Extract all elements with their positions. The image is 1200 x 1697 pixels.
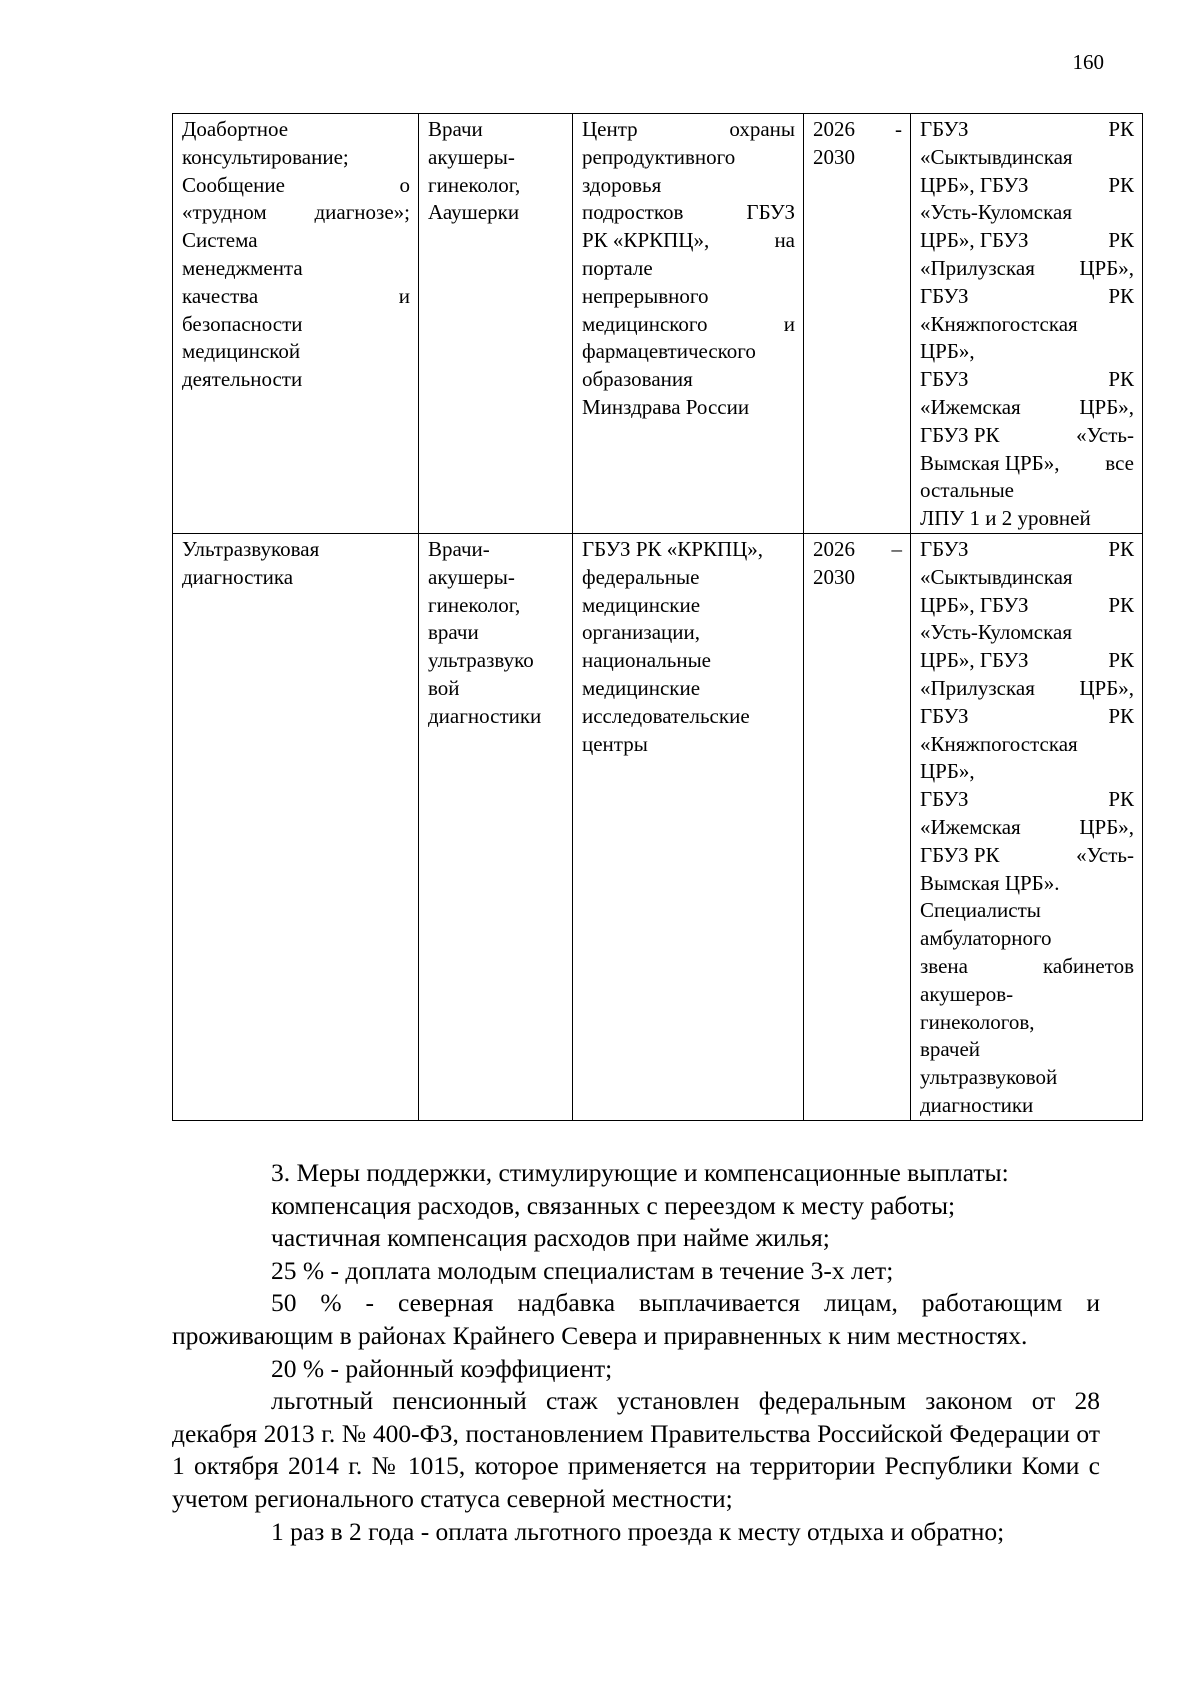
- participants-cell: [419, 533, 573, 1120]
- cell-line: ГБУЗ РК: [920, 367, 1134, 392]
- cell-line: Врачи-: [428, 536, 490, 561]
- cell-line: безопасности: [182, 311, 303, 336]
- cell-line: гинеколог,: [428, 172, 521, 197]
- cell-line: «Усть-Куломская: [920, 200, 1072, 225]
- cell-line: деятельности: [182, 367, 303, 392]
- cell-line: менеджмента: [182, 255, 303, 280]
- cell-line: 2030: [813, 144, 855, 169]
- cell-line: «Прилузская ЦРБ»,: [920, 675, 1134, 700]
- topic-cell: [173, 114, 419, 534]
- cell-line: фармацевтического: [582, 339, 756, 364]
- table-row: [173, 114, 1143, 534]
- cell-line: здоровья: [582, 172, 662, 197]
- period-cell: [804, 533, 911, 1120]
- cell-line: «Сыктывдинская: [920, 144, 1073, 169]
- paragraph: 1 раз в 2 года - оплата льготного проезда к месту отдыха и обратно;: [271, 1516, 1005, 1546]
- cell-line: 2030: [813, 564, 855, 589]
- cell-line: подростков ГБУЗ: [582, 200, 795, 225]
- cell-line: национальные: [582, 648, 712, 673]
- cell-line: вой: [428, 675, 460, 700]
- cell-line: врачей: [920, 1037, 981, 1062]
- cell-line: Вымская ЦРБ».: [920, 870, 1060, 895]
- cell-line: непрерывного: [582, 283, 709, 308]
- cell-line: Центр охраны: [582, 117, 795, 141]
- cell-line: «Княжпогостская: [920, 731, 1078, 756]
- cell-line: «Сыктывдинская: [920, 564, 1073, 589]
- cell-line: остальные: [920, 478, 1015, 503]
- paragraph: 25 % - доплата молодым специалистам в течение 3-х лет;: [271, 1255, 894, 1285]
- paragraph: 3. Меры поддержки, стимулирующие и компенсационные выплаты:: [271, 1158, 1009, 1187]
- cell-line: врачи: [428, 620, 479, 645]
- cell-line: образования: [582, 367, 693, 392]
- participants-cell: [419, 114, 573, 534]
- cell-line: исследовательские: [582, 703, 750, 728]
- paragraph: 50 % - северная надбавка выплачивается лицам, работающим и проживающим в районах Крайнего Севера и приравненных к ним местностях.: [172, 1288, 1100, 1350]
- cell-line: Сообщение о: [182, 172, 410, 197]
- cell-line: «трудном диагнозе»;: [182, 200, 410, 225]
- cell-line: РК «КРКПЦ», на: [582, 228, 795, 253]
- cell-line: 2026 -: [813, 117, 902, 141]
- institutions-cell: [911, 114, 1143, 534]
- paragraph: компенсация расходов, связанных с переездом к месту работы;: [271, 1190, 956, 1220]
- cell-line: Специалисты: [920, 898, 1041, 923]
- cell-line: медицинские: [582, 675, 701, 700]
- cell-line: ГБУЗ РК «Усть-: [920, 422, 1134, 447]
- cell-line: медицинские: [582, 592, 701, 617]
- support-measures-text: [172, 1157, 1100, 1548]
- cell-line: портале: [582, 255, 653, 280]
- cell-line: ЛПУ 1 и 2 уровней: [920, 506, 1091, 531]
- cell-line: ЦРБ»,: [920, 759, 975, 784]
- cell-line: репродуктивного: [582, 144, 736, 169]
- cell-line: «Прилузская ЦРБ»,: [920, 255, 1134, 280]
- page-number: 160: [1072, 50, 1104, 74]
- cell-line: ЦРБ», ГБУЗ РК: [920, 648, 1134, 673]
- cell-line: Система: [182, 228, 258, 253]
- cell-line: акушеров-: [920, 981, 1014, 1006]
- paragraph: льготный пенсионный стаж установлен федеральным законом от 28 декабря 2013 г. № 400-ФЗ, постановлением Правительства Российской Федерации от 1 октября 2014 г. № 1015, которое применяется на территории Республики Коми с учетом регионального статуса северной местности;: [172, 1386, 1100, 1513]
- cell-line: звена кабинетов: [920, 953, 1134, 978]
- cell-line: ЦРБ», ГБУЗ РК: [920, 228, 1134, 253]
- organizer-cell: [573, 114, 804, 534]
- cell-line: Врачи: [428, 117, 483, 141]
- cell-line: диагностики: [920, 1092, 1034, 1117]
- cell-line: диагностики: [428, 703, 542, 728]
- cell-line: ГБУЗ РК «Усть-: [920, 842, 1134, 867]
- cell-line: ЦРБ»,: [920, 339, 975, 364]
- institutions-cell: [911, 533, 1143, 1120]
- cell-line: акушеры-: [428, 564, 515, 589]
- cell-line: ГБУЗ РК: [920, 703, 1134, 728]
- cell-line: Ааушерки: [428, 200, 520, 225]
- cell-line: Ультразвуковая: [182, 536, 320, 561]
- cell-line: «Усть-Куломская: [920, 620, 1072, 645]
- cell-line: «Ижемская ЦРБ»,: [920, 394, 1134, 419]
- cell-line: медицинского и: [582, 311, 795, 336]
- events-table: [172, 113, 1143, 1121]
- cell-line: центры: [582, 731, 648, 756]
- cell-line: ЦРБ», ГБУЗ РК: [920, 172, 1134, 197]
- cell-line: качества и: [182, 283, 410, 308]
- cell-line: «Княжпогостская: [920, 311, 1078, 336]
- cell-line: федеральные: [582, 564, 700, 589]
- cell-line: 2026 –: [813, 536, 902, 561]
- cell-line: организации,: [582, 620, 700, 645]
- cell-line: ультразвуковой: [920, 1065, 1058, 1090]
- paragraph: частичная компенсация расходов при найме жилья;: [271, 1223, 830, 1253]
- topic-cell: [173, 533, 419, 1120]
- cell-line: диагностика: [182, 564, 294, 589]
- cell-line: ГБУЗ РК: [920, 117, 1134, 141]
- paragraph: 20 % - районный коэффициент;: [271, 1353, 613, 1383]
- cell-line: акушеры-: [428, 144, 515, 169]
- cell-line: медицинской: [182, 339, 301, 364]
- cell-line: ЦРБ», ГБУЗ РК: [920, 592, 1134, 617]
- cell-line: Вымская ЦРБ», все: [920, 450, 1134, 475]
- cell-line: ГБУЗ РК: [920, 787, 1134, 812]
- cell-line: амбулаторного: [920, 926, 1052, 951]
- cell-line: «Ижемская ЦРБ»,: [920, 814, 1134, 839]
- cell-line: Минздрава России: [582, 394, 750, 419]
- organizer-cell: [573, 533, 804, 1120]
- cell-line: ГБУЗ РК: [920, 283, 1134, 308]
- cell-line: гинекологов,: [920, 1009, 1035, 1034]
- cell-line: ГБУЗ РК: [920, 536, 1134, 561]
- cell-line: ультразвуко: [428, 648, 534, 673]
- cell-line: Доабортное: [182, 117, 289, 141]
- cell-line: ГБУЗ РК «КРКПЦ»,: [582, 536, 764, 561]
- table-row: [173, 533, 1143, 1120]
- period-cell: [804, 114, 911, 534]
- cell-line: гинеколог,: [428, 592, 521, 617]
- cell-line: консультирование;: [182, 144, 349, 169]
